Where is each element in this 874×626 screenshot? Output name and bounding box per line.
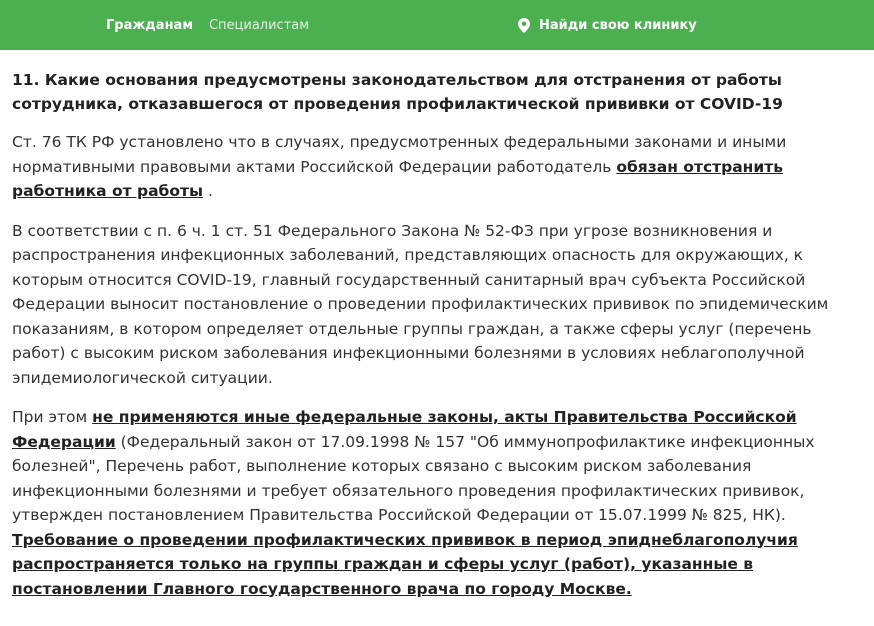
paragraph-labor-code: [12, 130, 862, 204]
p1-text: Ст. 76 ТК РФ установлено что в случаях, предусмотренных федеральными законами и иными нормативными правовыми актами Российской Федерации работодатель: [12, 133, 787, 176]
p1-tail: .: [203, 182, 213, 200]
p3-emphasis: не применяются иные федеральные законы, акты Правительства Российской Федерации: [12, 408, 797, 451]
p1-emphasis: обязан отстранить работника от работы: [12, 157, 784, 200]
p3-final-emphasis: Требование о проведении профилактических прививок в период эпиднеблагополучия распространяется только на группы граждан и сферы услуг (работ), указанные в постановлении Главного государственного врача по городу Москве.: [12, 530, 798, 598]
find-clinic-label: Найди свою клинику: [539, 17, 697, 33]
audience-nav: [106, 0, 309, 50]
paragraph-exceptions: [12, 405, 862, 601]
nav-citizens[interactable]: Гражданам: [106, 17, 193, 33]
p3-lead: При этом: [12, 408, 93, 426]
location-pin-icon: [518, 18, 530, 33]
nav-specialists[interactable]: Специалистам: [208, 17, 310, 33]
find-clinic-link[interactable]: [518, 0, 697, 50]
paragraph-federal-law: В соответствии с п. 6 ч. 1 ст. 51 Федерального Закона № 52-ФЗ при угрозе возникновения и распространения инфекционных заболеваний, представляющих опасность для окружающих, к которым относится COVID-19, главный государственный санитарный врач субъекта Российской Федерации выносит постановление о проведении профилактических прививок по эпидемическим показаниям, в котором определяет отдельные группы граждан, а также сферы услуг (перечень работ) с высоким риском заболевания инфекционными болезнями в условиях неблагополучной эпидемиологической ситуации.: [12, 221, 829, 387]
question-heading: 11. Какие основания предусмотрены законодательством для отстранения от работы сотрудника, отказавшегося от проведения профилактической прививки от COVID-19: [12, 71, 783, 113]
p3-text: (Федеральный закон от 17.09.1998 № 157 "Об иммунопрофилактике инфекционных болезней", Перечень работ, выполнение которых связано с высоким риском заболевания инфекционными болезнями и требует обязательного проведения профилактических прививок, утвержден постановлением Правительства Российской Федерации от 15.07.1999 № 825, НК).: [12, 432, 815, 524]
article-content: [0, 50, 874, 601]
top-navigation-bar: [0, 0, 874, 50]
